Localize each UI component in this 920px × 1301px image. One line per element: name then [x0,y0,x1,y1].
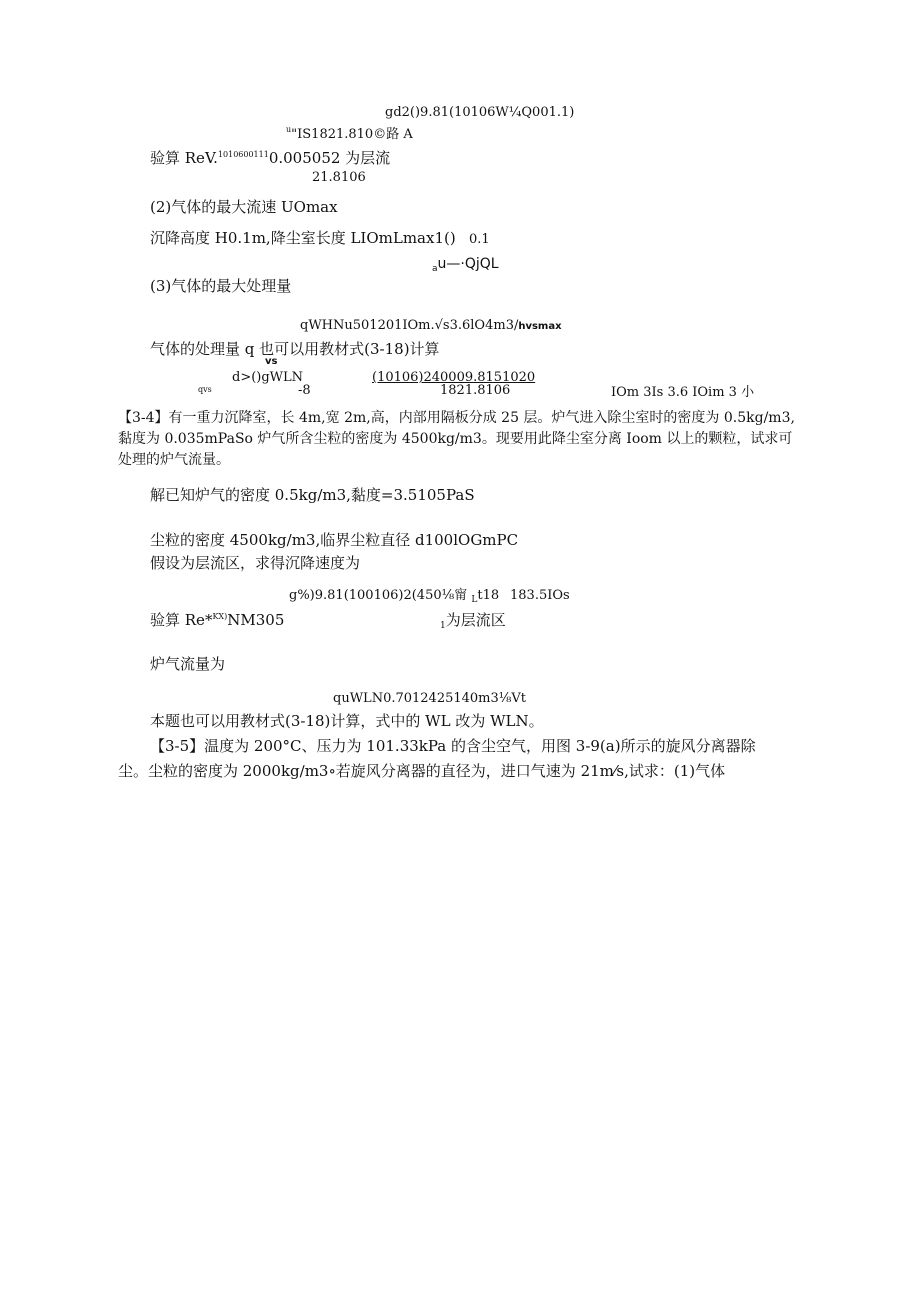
verify-re-2-result: 为层流区 [445,611,506,629]
settling-height-text: 沉降高度 H0.1m,降尘室长度 LIOmLmax1() [150,229,456,247]
max-throughput-text: qWHNu501201IOm.√s3.6lO4m3/ [300,318,519,333]
equation-line-12-result: IOm 3Is 3.6 IOim 3 小 [611,385,755,400]
settling-height-line [150,231,456,246]
throughput-alt-subscript: vs [265,356,278,367]
equation-line-12-exp: -8 [298,383,311,398]
equation-line-12-qvs [198,384,212,396]
verify-re-2-superscript: KX) [212,612,228,621]
equation-line-7-body: u—·QjQL [437,256,499,272]
verify-re-2-sub: 1 [440,621,446,631]
max-throughput-equation [300,319,562,332]
equation-line-11-left: d>()gWLN [232,370,304,385]
settling-velocity-sub: L [471,595,478,605]
settling-velocity-equation [289,588,500,605]
solution-known-density: 解已知炉气的密度 0.5kg/m3,黏度=3.5105PaS [150,486,475,504]
throughput-alt-line: 气体的处理量 q 也可以用教材式(3-18)计算 [150,340,440,358]
verify-re-2-body: NM305 [227,611,285,629]
gas-flow-heading: 炉气流量为 [150,655,226,673]
verify-re-denominator: 21.8106 [312,170,366,185]
verify-re-label: 验算 ReV. [150,149,218,167]
equation-line-7 [432,256,499,274]
equation-line-1: gd2()9.81(10106W¼Q001.1) [385,105,575,120]
verify-re-result: 0.005052 为层流 [268,149,391,167]
equation-line-7-sub: a [432,264,438,274]
max-throughput-heading: (3)气体的最大处理量 [150,277,292,295]
max-throughput-subscript: hvsmax [518,321,562,332]
verify-re-superscript: 1010600111 [217,150,269,159]
max-velocity-heading: (2)气体的最大流速 UOmax [150,198,338,216]
problem-3-5-line-2: 尘。尘粒的密度为 2000kg∕m3∘若旋风分离器的直径为，进口气速为 21m⁄s,试求：(1)气体 [118,762,726,780]
equation-line-11-numerator: (10106)240009.8151020 [372,370,536,385]
alternate-method-note: 本题也可以用教材式(3-18)计算，式中的 WL 改为 WLN。 [150,712,544,730]
equation-line-12-q: qvs [198,385,212,394]
solution-assume-laminar: 假设为层流区，求得沉降速度为 [150,554,361,572]
settling-height-value: 0.1 [469,232,490,247]
verify-re-2-conclusion [440,611,506,631]
verify-re-line [150,151,390,166]
equation-line-2 [286,125,413,142]
gas-flow-equation: quWLN0.7012425140m3⅛Vt [333,691,526,706]
solution-particle-density: 尘粒的密度 4500kg/m3,临界尘粒直径 d100lOGmPC [150,531,519,549]
settling-velocity-text: g%)9.81(100106)2(450⅛甯 [289,588,468,603]
problem-3-4-statement: 【3-4】有一重力沉降室，长 4m,宽 2m,高，内部用隔板分成 25 层。炉气进入除尘室时的密度为 0.5kg/m3,黏度为 0.035mPaSo 炉气所含尘粒的密度为 4500kg/m3。现要用此降尘室分离 Ioom 以上的颗粒，试求可处理的炉气流量。 [118,410,795,468]
equation-line-12-denominator: 1821.8106 [440,383,511,398]
equation-line-2-prefix: u [286,125,292,134]
verify-re-2-line [150,613,284,628]
problem-3-5-line-1: 【3-5】温度为 200°C、压力为 101.33kPa 的含尘空气，用图 3-9(a)所示的旋风分离器除 [150,737,756,755]
settling-velocity-result: 183.5IOs [510,588,570,603]
verify-re-2-label: 验算 Re* [150,611,213,629]
equation-line-2-body: "IS1821.810©路 A [291,127,413,142]
settling-velocity-t18: t18 [477,588,500,603]
